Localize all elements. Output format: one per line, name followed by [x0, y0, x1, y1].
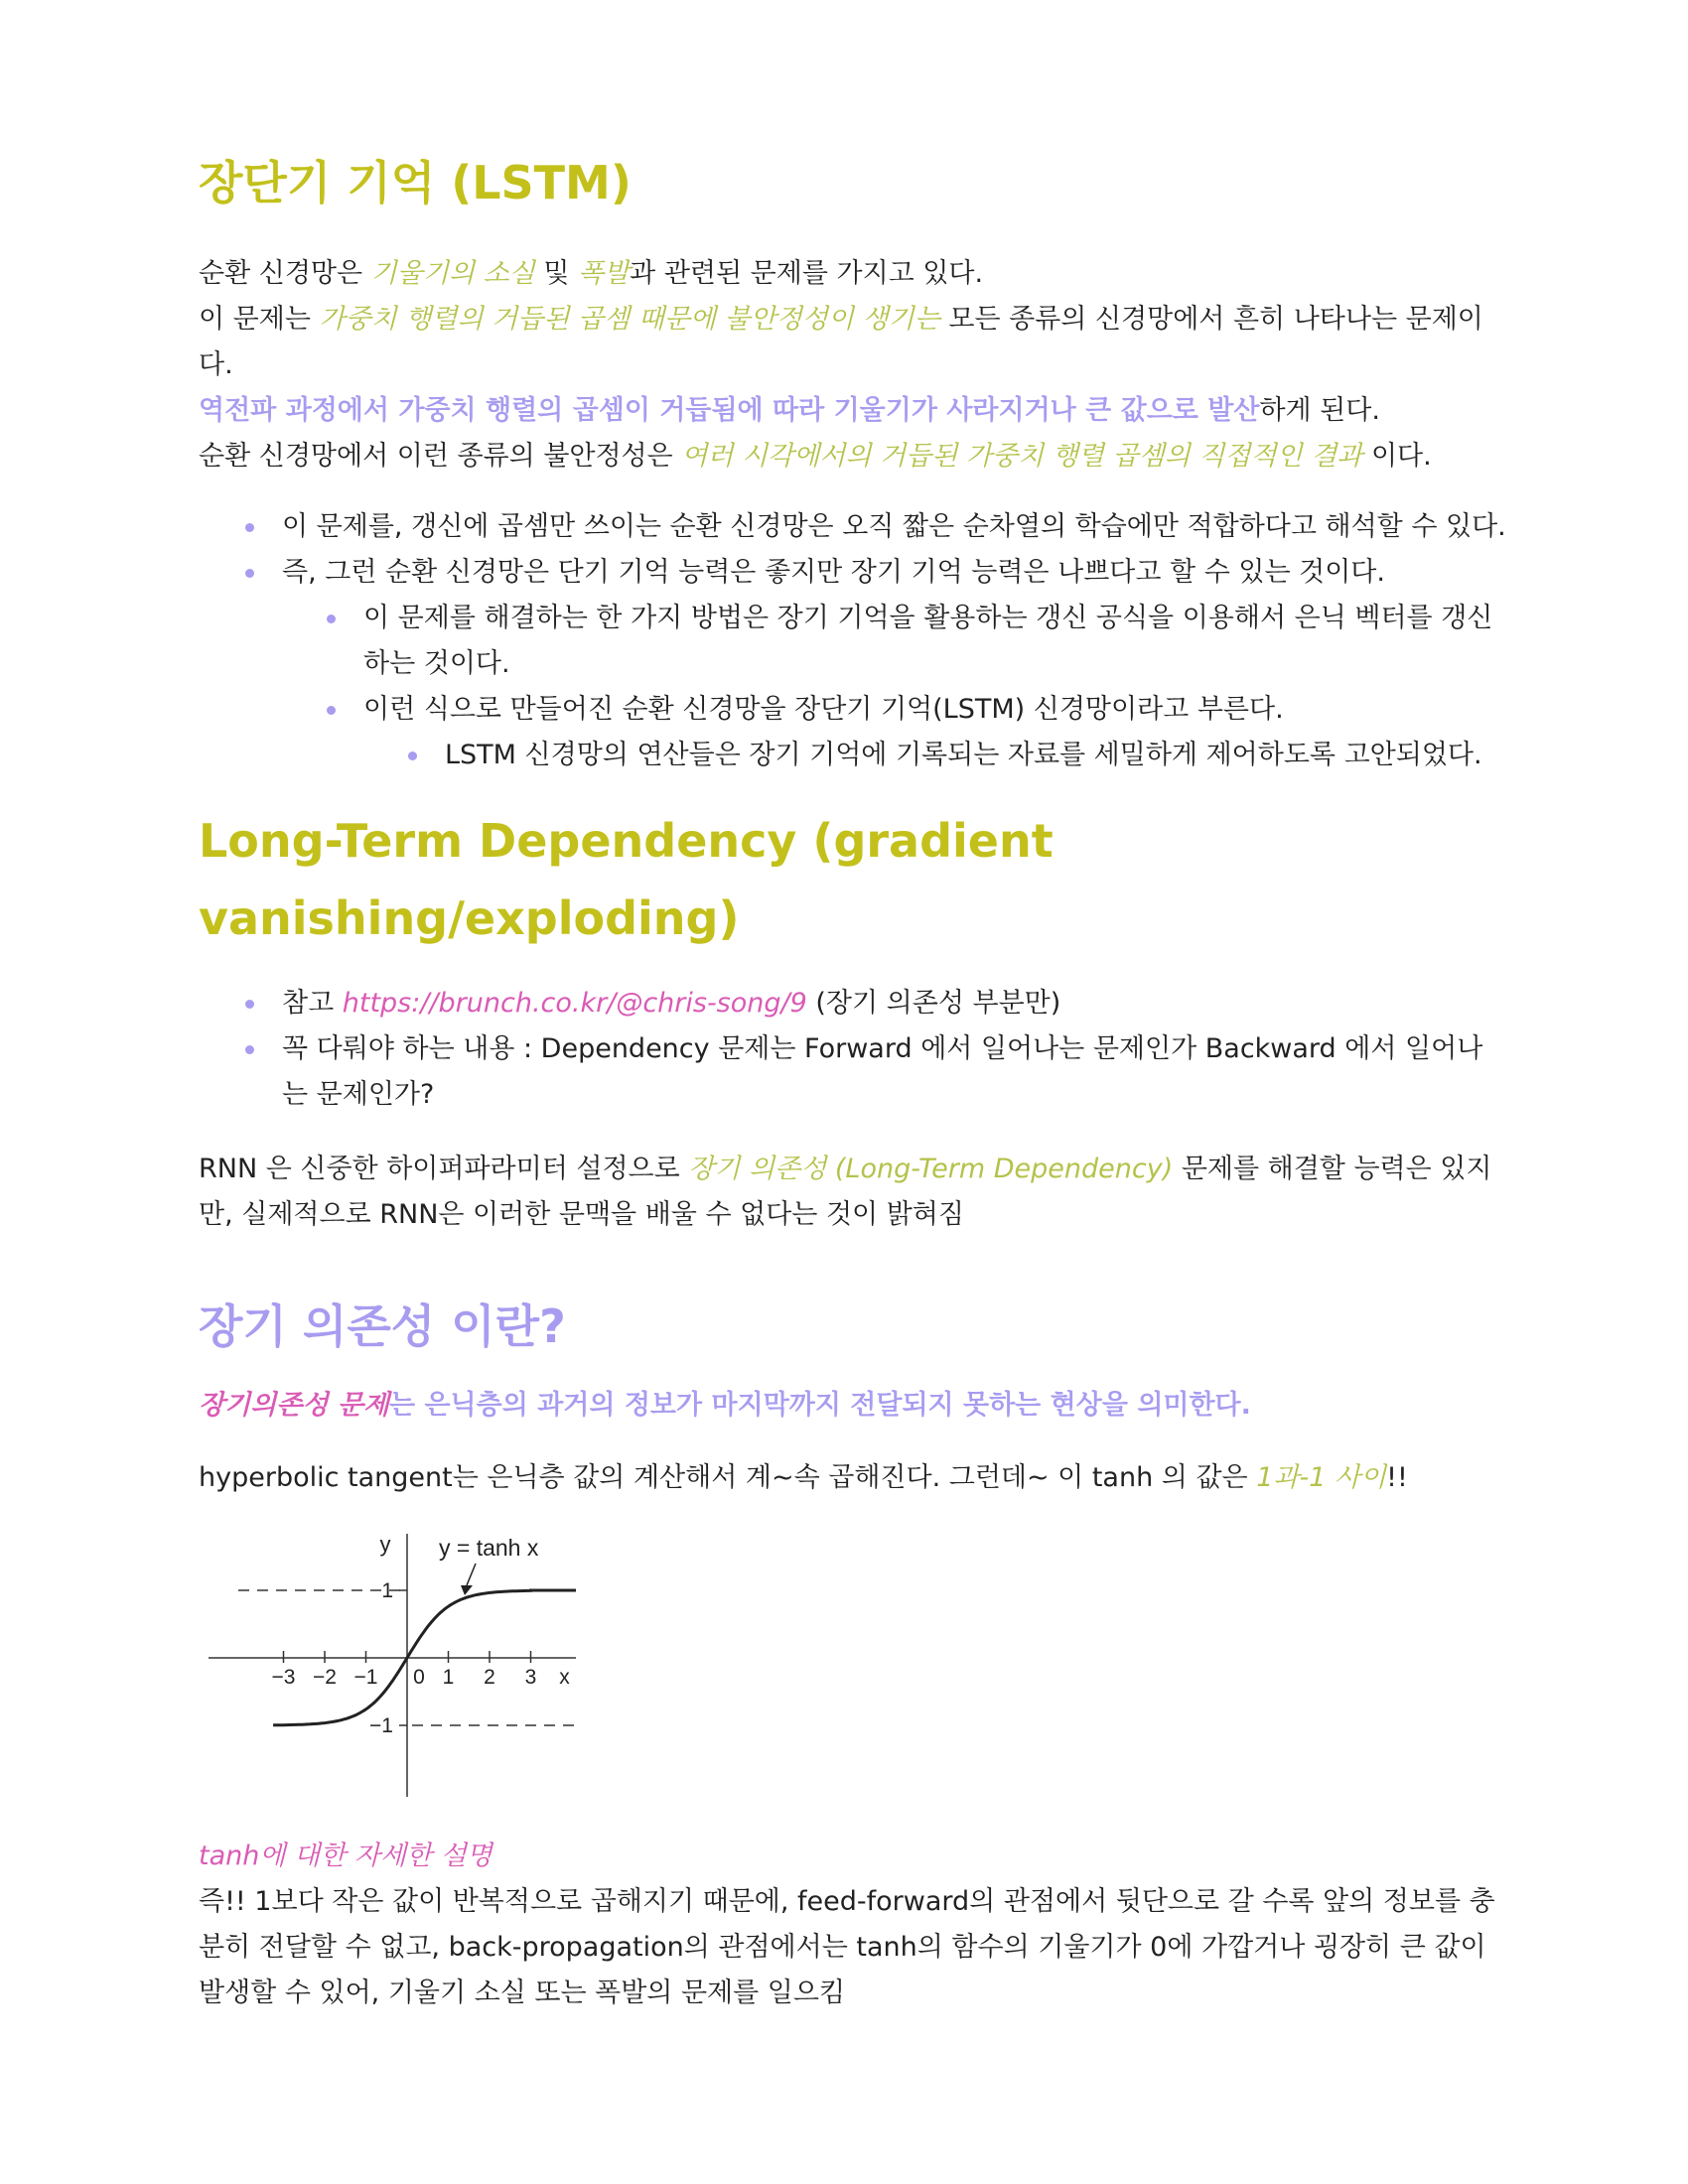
x-tick-label: −3: [271, 1666, 296, 1689]
y-axis-label: y: [379, 1534, 391, 1557]
bullet-icon: [245, 569, 254, 578]
intro-line-2-wrap: 다.: [199, 349, 233, 380]
ltd-paragraph: RNN 은 신중한 하이퍼파라미터 설정으로 장기 의존성 (Long-Term Dependency) 문제를 해결할 능력은 있지 만, 실제적으로 RNN은 이러한 문맥을 배울 수 없다는 것이 밝혀짐: [199, 1154, 1492, 1230]
bullet-icon: [245, 1000, 254, 1009]
tanh-detail-link[interactable]: tanh에 대한 자세한 설명: [199, 1841, 492, 1871]
brunch-link[interactable]: https://brunch.co.kr/@chris-song/9: [342, 988, 807, 1019]
annotation-arrow: [467, 1564, 476, 1585]
tanh-line: hyperbolic tangent는 은닉층 값의 계산해서 계~속 곱해진다. 그런데~ 이 tanh 의 값은 1과-1 사이!!: [199, 1462, 1408, 1493]
list-item: 이 문제를, 갱신에 곱셈만 쓰이는 순환 신경망은 오직 짧은 순차열의 학습에만 적합하다고 해석할 수 있다.: [199, 504, 1549, 550]
bullet-icon: [245, 523, 254, 532]
tanh-chart-svg: [199, 1534, 596, 1802]
lstm-heading: 장단기 기억 (LSTM): [199, 156, 632, 209]
x-tick-label: 1: [442, 1666, 455, 1689]
intro-line-1: 순환 신경망은 기울기의 소실 및 폭발과 관련된 문제를 가지고 있다.: [199, 258, 984, 289]
lstm-bullet-list: [199, 504, 1549, 778]
definition-lead: 장기의존성 문제는 은닉층의 과거의 정보가 마지막까지 전달되지 못하는 현상을 의미한다.: [199, 1390, 1251, 1421]
list-item: 이런 식으로 만들어진 순환 신경망을 장단기 기억(LSTM) 신경망이라고 부른다.: [199, 687, 1549, 733]
curve-annotation: y = tanh x: [439, 1535, 539, 1561]
x-tick-label: 2: [484, 1666, 495, 1689]
list-item: 꼭 다뤄야 하는 내용 : Dependency 문제는 Forward 에서 일어나는 문제인가 Backward 에서 일어나 는 문제인가?: [199, 1026, 1549, 1118]
list-item: 참고 https://brunch.co.kr/@chris-song/9 (장기 의존성 부분만): [199, 981, 1549, 1026]
x-axis-label: x: [559, 1666, 570, 1689]
bullet-icon: [327, 614, 336, 623]
x-tick-label: 0: [413, 1666, 425, 1689]
list-item: 이 문제를 해결하는 한 가지 방법은 장기 기억을 활용하는 갱신 공식을 이용해서 은닉 벡터를 갱신 하는 것이다.: [199, 596, 1549, 687]
bullet-icon: [327, 706, 336, 715]
y-tick-label: 1: [381, 1579, 393, 1602]
y-tick-label: −1: [369, 1714, 393, 1737]
list-item: LSTM 신경망의 연산들은 장기 기억에 기록되는 자료를 세밀하게 제어하도록 고안되었다.: [199, 733, 1549, 778]
x-tick-label: −2: [313, 1666, 337, 1689]
intro-line-4: 순환 신경망에서 이런 종류의 불안정성은 여러 시각에서의 거듭된 가중치 행렬 곱셈의 직접적인 결과 이다.: [199, 441, 1432, 472]
x-tick-label: −1: [353, 1666, 378, 1689]
x-tick-label: 3: [524, 1666, 537, 1689]
bullet-icon: [408, 751, 417, 760]
closing-block: tanh에 대한 자세한 설명 즉!! 1보다 작은 값이 반복적으로 곱해지기 때문에, feed-forward의 관점에서 뒷단으로 갈 수록 앞의 정보를 충 분히 전달할 수 없고, back-propagation의 관점에서는 tanh의 함수의 기울기가 0에 가깝거나 굉장히 큰 값이 발생할 수 있어, 기울기 소실 또는 폭발의 문제를 일으킴: [199, 1841, 1495, 2008]
lstm-intro: [199, 251, 1549, 479]
list-item: 즉, 그런 순환 신경망은 단기 기억 능력은 좋지만 장기 기억 능력은 나쁘다고 할 수 있는 것이다.: [199, 550, 1549, 596]
bullet-icon: [245, 1045, 254, 1054]
ltd-heading: Long-Term Dependency (gradient vanishing/exploding): [199, 814, 1054, 945]
definition-heading: 장기 의존성 이란?: [199, 1299, 566, 1353]
intro-line-2: 이 문제는 가중치 행렬의 거듭된 곱셈 때문에 불안정성이 생기는 모든 종류의 신경망에서 흔히 나타나는 문제이: [199, 304, 1483, 335]
annotation-arrowhead: [461, 1585, 473, 1595]
ltd-bullet-list: [199, 981, 1549, 1118]
intro-line-3: 역전파 과정에서 가중치 행렬의 곱셈이 거듭됨에 따라 기울기가 사라지거나 큰 값으로 발산하게 된다.: [199, 395, 1380, 426]
tanh-chart: [199, 1534, 596, 1802]
